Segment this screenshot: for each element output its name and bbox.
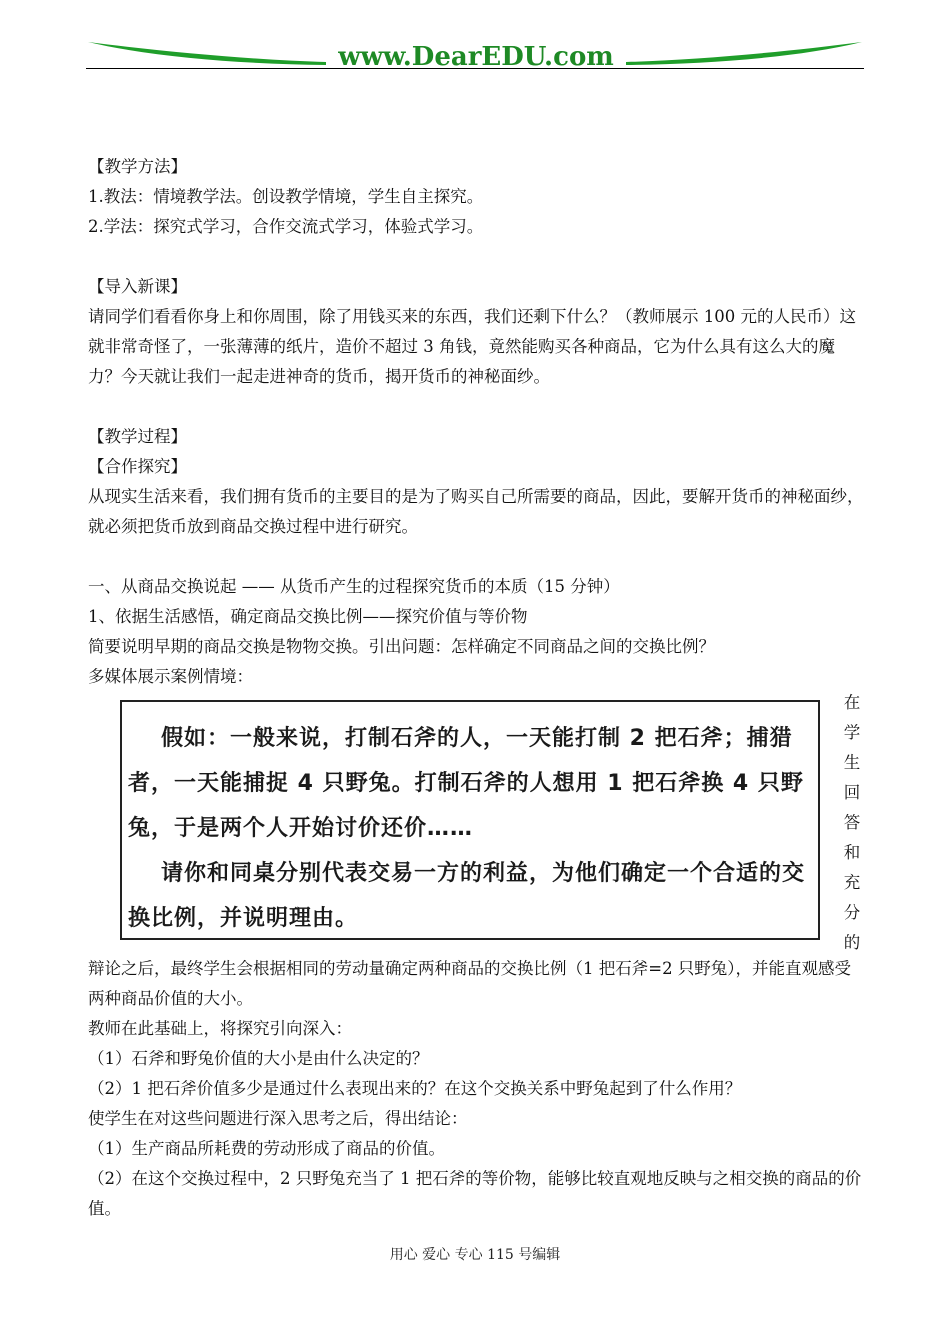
coop-heading: 【合作探究】 xyxy=(88,457,187,476)
method-item-2: 2.学法：探究式学习，合作交流式学习，体验式学习。 xyxy=(88,217,484,236)
side-char: 的 xyxy=(843,933,861,952)
deepen-text: 教师在此基础上，将探究引向深入： xyxy=(88,1019,352,1038)
subsection-1-title: 1、依据生活感悟，确定商品交换比例——探究价值与等价物 xyxy=(88,607,528,626)
site-header xyxy=(86,38,864,72)
side-char: 答 xyxy=(843,813,861,832)
media-intro: 多媒体展示案例情境： xyxy=(88,667,253,686)
side-char: 分 xyxy=(843,903,861,922)
side-char: 学 xyxy=(843,723,861,742)
page-footer: 用心 爱心 专心 115 号编辑 xyxy=(389,1247,561,1263)
header-logo xyxy=(86,38,864,72)
section-1-title: 一、从商品交换说起 —— 从货币产生的过程探究货币的本质（15 分钟） xyxy=(88,577,620,596)
method-heading: 【教学方法】 xyxy=(88,157,187,176)
subsection-1-text: 简要说明早期的商品交换是物物交换。引出问题：怎样确定不同商品之间的交换比例？ xyxy=(88,637,715,656)
question-2: （2）1 把石斧价值多少是通过什么表现出来的？在这个交换关系中野兔起到了什么作用？ xyxy=(88,1079,742,1098)
intro-heading: 【导入新课】 xyxy=(88,277,187,296)
side-char: 充 xyxy=(843,873,861,892)
coop-text: 从现实生活来看，我们拥有货币的主要目的是为了购买自己所需要的商品，因此，要解开货币的神秘面纱，就必须把货币放到商品交换过程中进行研究。 xyxy=(88,487,864,536)
conclusion-2: （2）在这个交换过程中，2 只野兔充当了 1 把石斧的等价物，能够比较直观地反映与之相交换的商品的价值。 xyxy=(88,1169,862,1218)
side-char: 和 xyxy=(843,843,861,862)
side-char: 生 xyxy=(843,753,861,772)
after-case-text: 辩论之后，最终学生会根据相同的劳动量确定两种商品的交换比例（1 把石斧=2 只野兔），并能直观感受两种商品价值的大小。 xyxy=(88,959,852,1008)
side-vertical-text xyxy=(840,688,864,958)
method-item-1: 1.教法：情境教学法。创设教学情境，学生自主探究。 xyxy=(88,187,484,206)
conclusion-1: （1）生产商品所耗费的劳动形成了商品的价值。 xyxy=(88,1139,445,1158)
process-heading: 【教学过程】 xyxy=(88,427,187,446)
case-paragraph-2: 请你和同桌分别代表交易一方的利益，为他们确定一个合适的交换比例，并说明理由。 xyxy=(128,861,806,931)
intro-text: 请同学们看看你身上和你周围，除了用钱买来的东西，我们还剩下什么？（教师展示 100 元的人民币）这就非常奇怪了，一张薄薄的纸片，造价不超过 3 角钱，竟然能购买各种商品，它为什么具有这么大的魔力？今天就让我们一起走进神奇的货币，揭开货币的神秘面纱。 xyxy=(88,307,856,386)
case-scenario-box xyxy=(120,700,820,940)
document-body xyxy=(88,152,864,1224)
case-paragraph-1: 假如：一般来说，打制石斧的人，一天能打制 2 把石斧；捕猎者，一天能捕捉 4 只野兔。打制石斧的人想用 1 把石斧换 4 只野兔，于是两个人开始讨价还价…… xyxy=(128,726,804,841)
side-char: 回 xyxy=(843,783,861,802)
site-logo-text: www.DearEDU.com xyxy=(338,42,614,72)
case-area xyxy=(88,694,864,954)
side-char: 在 xyxy=(843,693,861,712)
header-rule xyxy=(86,68,864,69)
question-1: （1）石斧和野兔价值的大小是由什么决定的？ xyxy=(88,1049,429,1068)
conclude-text: 使学生在对这些问题进行深入思考之后，得出结论： xyxy=(88,1109,468,1128)
